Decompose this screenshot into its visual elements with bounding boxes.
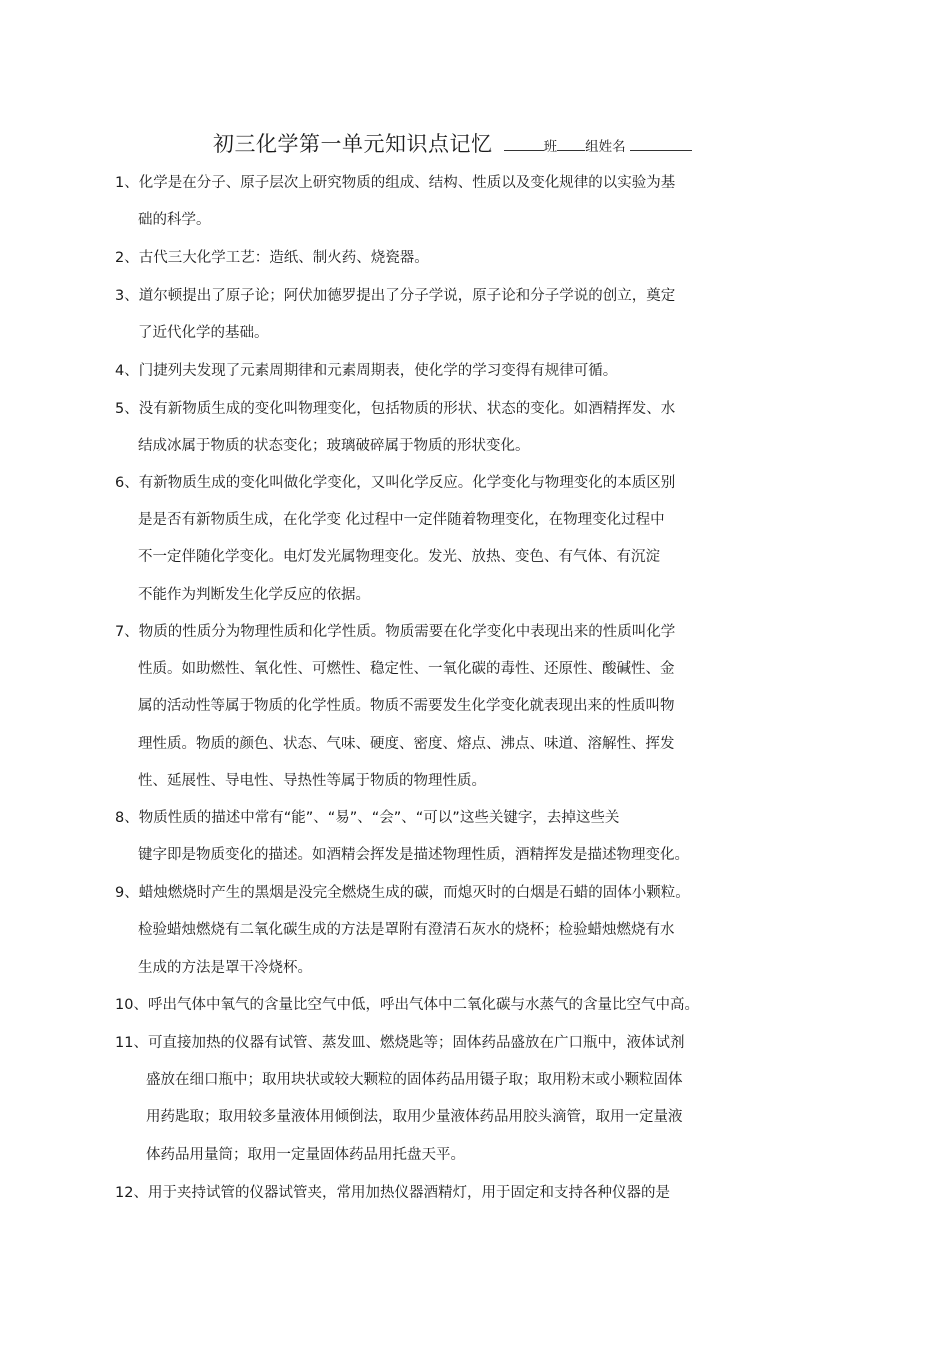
list-item: 8、物质性质的描述中常有“能”、“易”、“会”、“可以”这些关键字，去掉这些关 bbox=[115, 810, 620, 826]
list-item: 9、蜡烛燃烧时产生的黑烟是没完全燃烧生成的碳，而熄灭时的白烟是石蜡的固体小颗粒。 bbox=[115, 885, 690, 901]
list-item-continuation: 性、延展性、导电性、导热性等属于物质的物理性质。 bbox=[138, 773, 486, 789]
group-blank[interactable] bbox=[557, 138, 585, 151]
list-item: 7、物质的性质分为物理性质和化学性质。物质需要在化学变化中表现出来的性质叫化学 bbox=[115, 624, 676, 640]
list-item-continuation: 用药匙取；取用较多量液体用倾倒法，取用少量液体药品用胶头滴管，取用一定量液 bbox=[146, 1109, 683, 1125]
list-item: 1、化学是在分子、原子层次上研究物质的组成、结构、性质以及变化规律的以实验为基 bbox=[115, 175, 676, 191]
list-item: 6、有新物质生成的变化叫做化学变化，又叫化学反应。化学变化与物理变化的本质区别 bbox=[115, 475, 676, 491]
page-title: 初三化学第一单元知识点记忆 bbox=[213, 132, 493, 156]
list-item-continuation: 是是否有新物质生成，在化学变 化过程中一定伴随着物理变化，在物理变化过程中 bbox=[138, 512, 665, 528]
list-item-continuation: 理性质。物质的颜色、状态、气味、硬度、密度、熔点、沸点、味道、溶解性、挥发 bbox=[138, 736, 675, 752]
list-item-continuation: 检验蜡烛燃烧有二氧化碳生成的方法是罩附有澄清石灰水的烧杯；检验蜡烛燃烧有水 bbox=[138, 922, 675, 938]
group-name-label: 组姓名 bbox=[585, 139, 626, 155]
list-item-continuation: 生成的方法是罩干冷烧杯。 bbox=[138, 960, 312, 976]
list-item-continuation: 属的活动性等属于物质的化学性质。物质不需要发生化学变化就表现出来的性质叫物 bbox=[138, 698, 675, 714]
list-item: 12、用于夹持试管的仪器试管夹，常用加热仪器酒精灯，用于固定和支持各种仪器的是 bbox=[115, 1185, 670, 1201]
list-item: 4、门捷列夫发现了元素周期律和元素周期表，使化学的学习变得有规律可循。 bbox=[115, 363, 618, 379]
list-item-continuation: 盛放在细口瓶中；取用块状或较大颗粒的固体药品用镊子取；取用粉末或小颗粒固体 bbox=[146, 1072, 683, 1088]
student-info bbox=[504, 139, 692, 155]
list-item: 3、道尔顿提出了原子论；阿伏加德罗提出了分子学说，原子论和分子学说的创立，奠定 bbox=[115, 288, 676, 304]
class-label: 班 bbox=[543, 139, 558, 155]
name-blank[interactable] bbox=[630, 138, 692, 151]
list-item-continuation: 结成冰属于物质的状态变化；玻璃破碎属于物质的形状变化。 bbox=[138, 438, 530, 454]
list-item-continuation: 础的科学。 bbox=[138, 212, 211, 228]
list-item: 2、古代三大化学工艺：造纸、制火药、烧瓷器。 bbox=[115, 250, 429, 266]
list-item: 10、呼出气体中氧气的含量比空气中低，呼出气体中二氧化碳与水蒸气的含量比空气中高。 bbox=[115, 997, 699, 1013]
list-item-continuation: 不一定伴随化学变化。电灯发光属物理变化。发光、放热、变色、有气体、有沉淀 bbox=[138, 549, 660, 565]
title-row bbox=[213, 128, 692, 158]
list-item-continuation: 了近代化学的基础。 bbox=[138, 325, 269, 341]
list-item: 5、没有新物质生成的变化叫物理变化，包括物质的形状、状态的变化。如酒精挥发、水 bbox=[115, 401, 676, 417]
list-item-continuation: 键字即是物质变化的描述。如酒精会挥发是描述物理性质，酒精挥发是描述物理变化。 bbox=[138, 847, 689, 863]
list-item-continuation: 性质。如助燃性、氧化性、可燃性、稳定性、一氧化碳的毒性、还原性、酸碱性、金 bbox=[138, 661, 675, 677]
list-item: 11、可直接加热的仪器有试管、蒸发皿、燃烧匙等；固体药品盛放在广口瓶中，液体试剂 bbox=[115, 1035, 685, 1051]
list-item-continuation: 体药品用量筒；取用一定量固体药品用托盘天平。 bbox=[146, 1147, 465, 1163]
list-item-continuation: 不能作为判断发生化学反应的依据。 bbox=[138, 587, 370, 603]
class-blank[interactable] bbox=[504, 138, 544, 151]
